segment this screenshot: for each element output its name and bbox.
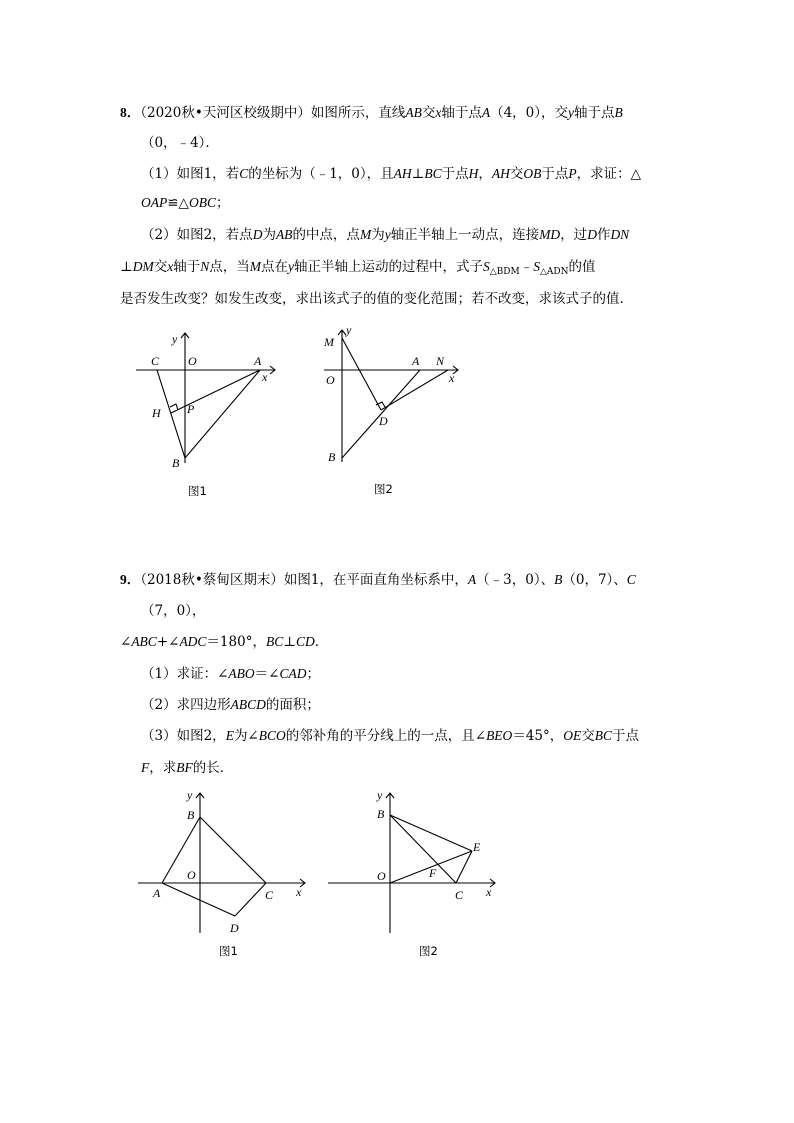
label-y: y: [377, 788, 383, 802]
q8-stem-line1: 8．（2020秋•天河区校级期中）如图所示，直线AB交x轴于点A（4，0），交y轴于点B: [120, 105, 623, 121]
label-c: C: [455, 888, 464, 902]
q9-stem-line1: 9．（2018秋•蔡甸区期末）如图1，在平面直角坐标系中，A（﹣3，0）、B（0，7）、C: [120, 572, 636, 588]
q8-stem-line2: （0，﹣4）．: [141, 135, 219, 151]
segment-ah: [171, 370, 260, 413]
label-a: A: [153, 886, 161, 900]
label-x: x: [296, 885, 302, 899]
q9-part3-line1: （3）如图2，E为∠BCO的邻补角的平分线上的一点，且∠BEO＝45°，OE交BC于点: [141, 728, 640, 744]
q8-part1-line1: （1）如图1，若C的坐标为（﹣1，0），且AH⊥BC于点H，AH交OB于点P，求证：△: [141, 166, 641, 182]
q8-part2-line3: 是否发生改变？如发生改变，求出该式子的值的变化范围；若不改变，求该式子的值．: [120, 291, 633, 307]
label-p: P: [187, 402, 195, 416]
label-o: O: [377, 869, 386, 883]
caption-fig1: 图1: [188, 484, 207, 498]
q8-part1-line2: OAP≌△OBC；: [141, 195, 230, 211]
label-f: F: [429, 866, 437, 880]
label-m: M: [324, 335, 334, 349]
segment-bc: [200, 817, 266, 883]
label-b: B: [172, 456, 180, 470]
label-c: C: [151, 354, 160, 368]
label-o: O: [188, 354, 197, 368]
segment-da: [162, 883, 235, 916]
segment-cb: [157, 370, 185, 458]
q9-number: 9．: [120, 572, 141, 587]
label-y: y: [346, 323, 352, 337]
segment-be: [390, 815, 472, 851]
q9-stem-line2: （7，0），: [141, 603, 206, 619]
q8-part2-line1: （2）如图2，若点D为AB的中点，点M为y轴正半轴上一动点，连接MD，过D作DN: [141, 227, 630, 243]
label-h: H: [152, 406, 161, 420]
label-b: B: [187, 808, 195, 822]
label-x: x: [262, 370, 268, 384]
q9-source: （2018秋•蔡甸区期末）: [140, 572, 284, 588]
label-d: D: [379, 414, 388, 428]
q9-part2: （2）求四边形ABCD的面积；: [141, 697, 320, 713]
q8-number: 8．: [120, 105, 141, 120]
label-b: B: [377, 807, 385, 821]
segment-cd: [235, 883, 266, 916]
label-e: E: [473, 840, 481, 854]
label-n: N: [436, 354, 445, 368]
q9-part1: （1）求证：∠ABO＝∠CAD；: [141, 666, 320, 682]
q8-figure2: [318, 320, 478, 500]
label-x: x: [449, 371, 455, 385]
label-a: A: [412, 354, 420, 368]
label-o: O: [187, 868, 196, 882]
q8-part2-line2: ⊥DM交x轴于N点，当M点在y轴正半轴上运动的过程中，式子$S_{\triangle BDM}﹣S_{\triangle ADN}$的值: [120, 259, 596, 277]
label-o: O: [326, 373, 335, 387]
label-x: x: [486, 885, 492, 899]
q8-source: （2020秋•天河区校级期中）: [140, 105, 311, 121]
q9-condition: ∠ABC+∠ADC＝180°，BC⊥CD．: [120, 634, 329, 650]
segment-bc: [390, 815, 456, 883]
label-c: C: [265, 888, 274, 902]
segment-ba: [185, 370, 260, 458]
caption-fig1: 图1: [219, 944, 238, 958]
q9-part3-line2: F，求BF的长．: [141, 760, 234, 776]
right-angle-mark: [170, 404, 178, 410]
segment-md: [342, 338, 381, 410]
label-a: A: [254, 354, 262, 368]
q8-figure1: [130, 325, 290, 505]
label-d: D: [230, 921, 239, 935]
q9-figure2: [325, 785, 505, 965]
caption-fig2: 图2: [419, 944, 438, 958]
q9-figure1: [135, 785, 315, 965]
caption-fig2: 图2: [374, 482, 393, 496]
label-y: y: [187, 788, 193, 802]
label-b: B: [328, 450, 336, 464]
label-y: y: [172, 332, 178, 346]
